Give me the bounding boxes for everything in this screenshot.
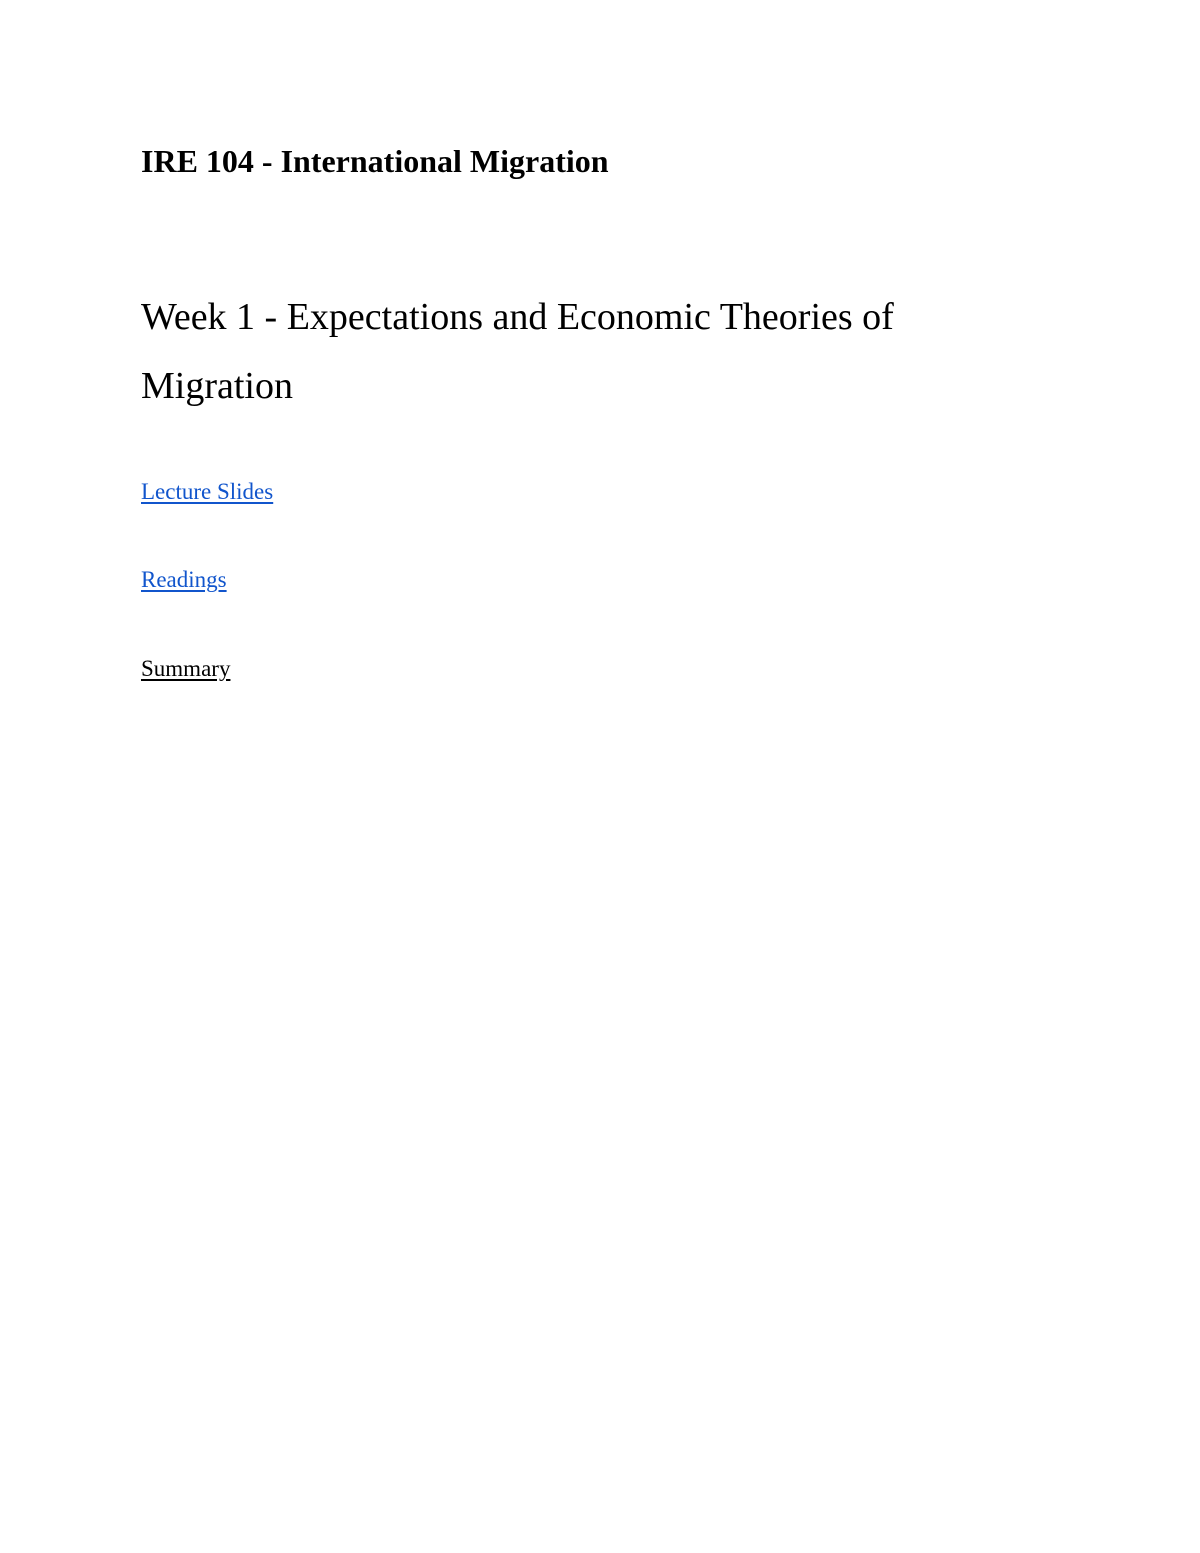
readings-link[interactable]: Readings — [141, 567, 227, 592]
summary-link[interactable]: Summary — [141, 656, 231, 681]
lecture-slides-link[interactable]: Lecture Slides — [141, 479, 274, 504]
course-title: IRE 104 - International Migration — [141, 143, 609, 179]
week-title: Week 1 - Expectations and Economic Theories of Migration — [141, 296, 894, 407]
